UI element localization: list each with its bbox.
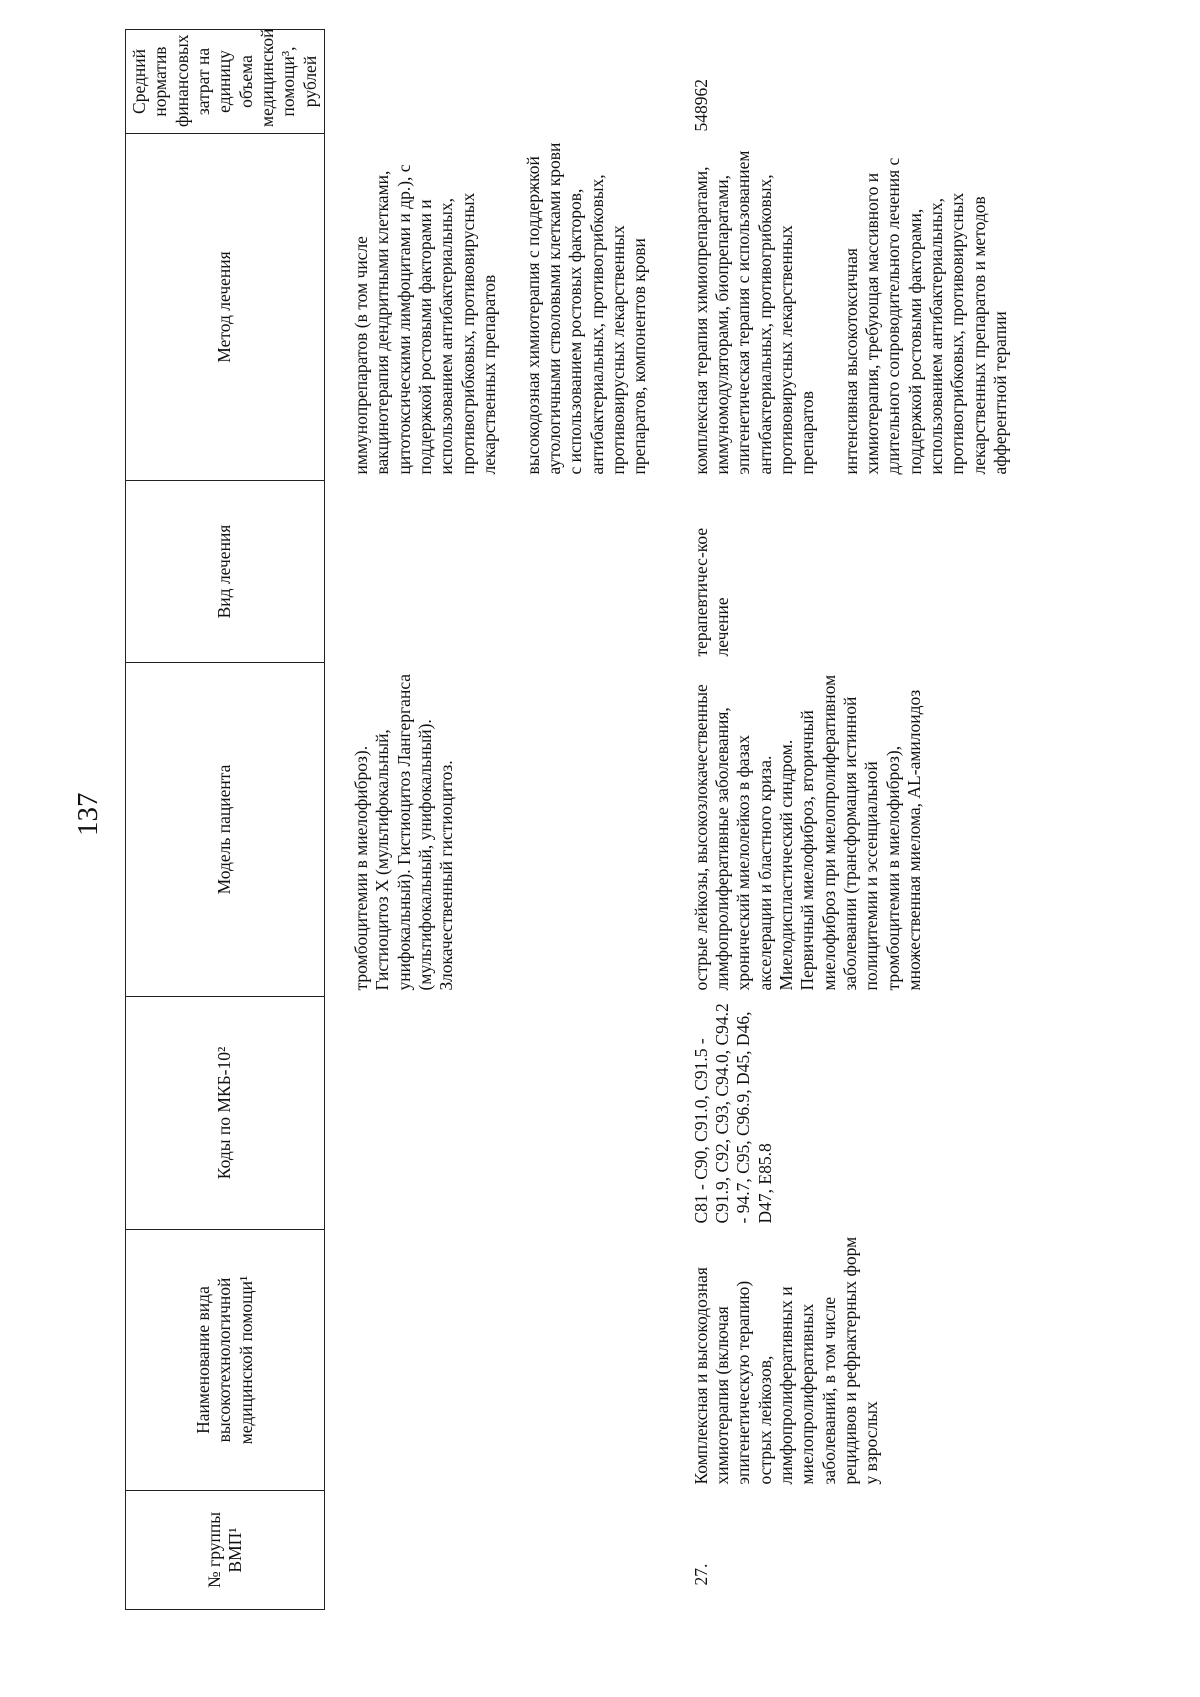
table-row-continuation	[325, 30, 677, 1610]
page-number: 137	[72, 792, 104, 836]
header-name: Наименование вида высокотехнологичной медицинской помощи¹	[126, 1230, 325, 1491]
header-treatment-type: Вид лечения	[126, 481, 325, 663]
method-text: иммунопрепаратов (в том числе вакцинотерапия дендритными клетками, цитотоксическими лимфоцитами и др.), с поддержкой ростовыми факторами и использованием антибактериальных, противогрибковых, противовирусных лекарственных препаратов	[351, 164, 500, 475]
cell-empty	[325, 997, 677, 1230]
cell-empty	[325, 30, 677, 134]
cell-method	[325, 134, 677, 481]
cell-name: Комплексная и высокодозная химиотерапия (включая эпигенетическую терапию) острых лейкозов, лимфопролиферативных и миелопролиферативных заболеваний, в том числе рецидивов и рефрактерных форм у взрослых	[690, 1236, 882, 1485]
cell-cost: 548962	[690, 79, 711, 132]
table-row-27	[677, 30, 1038, 1610]
cell-patient-model: острые лейкозы, высокозлокачественные лимфопролиферативные заболевания, хронический миелолейкоз в фазах акселерации и бластного криза. Миелодиспластический синдром. Первичный миелофиброз, вторичный миелофиброз при миелопролиферативном заболевании (трансформация истинной полицитемии и эссенциальной тромбоцитемии в миелофиброз), множественная миелома, AL-амилоидоз	[690, 674, 924, 991]
rotated-table-wrapper	[125, 30, 1200, 1610]
header-cost: Средний норматив финансовых затрат на единицу объема медицинской помощи³, рублей	[126, 30, 325, 134]
cell-empty	[325, 1491, 677, 1610]
cell-treatment-type: терапевтичес-кое лечение	[690, 527, 732, 657]
header-codes: Коды по МКБ-10²	[126, 997, 325, 1230]
header-method: Метод лечения	[126, 134, 325, 481]
table-header-row	[126, 30, 325, 1610]
cell-empty	[325, 481, 677, 663]
cell-group-number: 27.	[690, 1563, 711, 1586]
method-text: комплексная терапия химиопрепаратами, иммуномодуляторами, биопрепаратами, эпигенетическая терапия с использованием антибактериальных, противогрибковых, противовирусных лекарственных препаратов	[690, 150, 818, 475]
cell-patient-model: тромбоцитемии в миелофиброз). Гистиоцитоз X (мультифокальный, унифокальный). Гистиоцитоз Лангерганса (мультифокальный, унифокальный). Злокачественный гистиоцитоз.	[351, 673, 457, 991]
header-group-no: № группы ВМП¹	[126, 1491, 325, 1610]
cell-empty	[325, 1230, 677, 1491]
header-patient-model: Модель пациента	[126, 663, 325, 997]
method-text: высокодозная химиотерапия с поддержкой аутологичными стволовыми клетками крови с использованием ростовых факторов, антибактериальных, противогрибковых, противовирусных лекарственных препаратов, компонентов крови	[522, 142, 650, 475]
vmp-table	[125, 29, 1037, 1610]
method-text: интенсивная высокотоксичная химиотерапия, требующая массивного и длительного сопроводительного лечения с поддержкой ростовыми факторами, использованием антибактериальных, противогрибковых, противовирусных лекарственных препаратов и методов афферентной терапии	[840, 157, 1011, 475]
cell-method	[677, 134, 1038, 481]
cell-codes: C81 - C90, C91.0, C91.5 - C91.9, C92, C93, C94.0, C94.2 - 94.7, C95, C96.9, D45, D46, D47, E85.8	[690, 1003, 775, 1224]
